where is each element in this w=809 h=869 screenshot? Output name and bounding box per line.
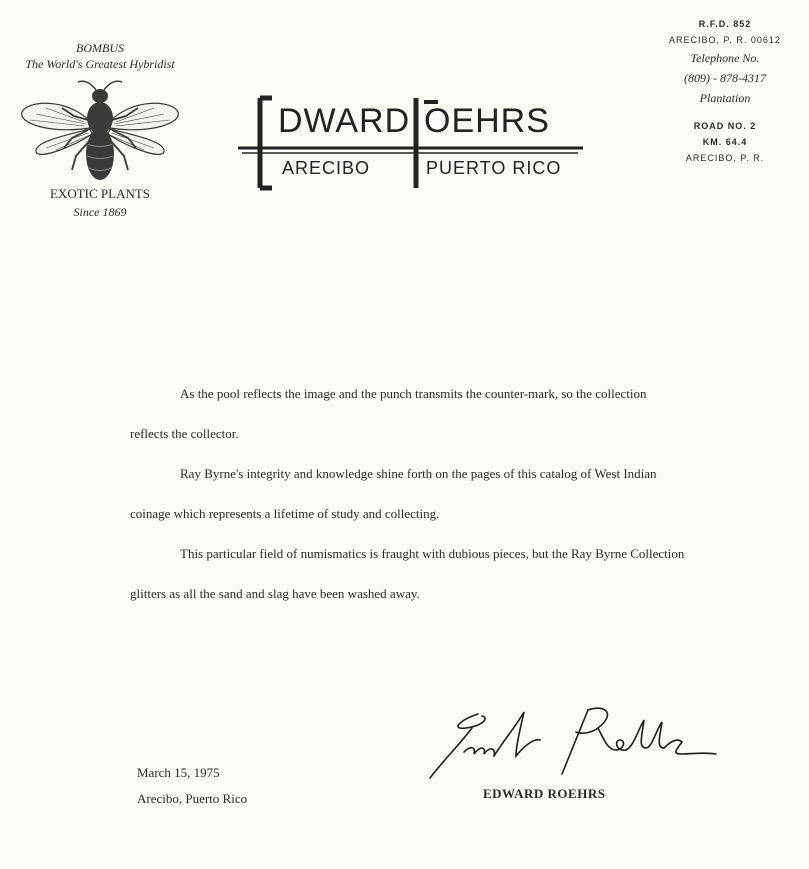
emblem-name: BOMBUS: [76, 41, 124, 55]
plantation-label: Plantation: [699, 91, 751, 105]
bee-illustration: [16, 76, 184, 186]
logo-edward: DWARD: [278, 102, 411, 140]
emblem-since: Since 1869: [73, 205, 127, 219]
road-line: ROAD NO. 2: [693, 121, 757, 131]
emblem-footer: [0, 185, 200, 221]
address-block: [640, 16, 809, 166]
km-line: KM. 64.4: [702, 137, 748, 147]
emblem-tagline: The World's Greatest Hybridist: [25, 57, 175, 71]
letter-place: Arecibo, Puerto Rico: [137, 791, 248, 806]
signature-name: EDWARD ROEHRS: [483, 786, 606, 801]
telephone-number: (809) - 878-4317: [684, 71, 766, 85]
paragraph-1: As the pool reflects the image and the punch transmits the counter-mark, so the collection reflects the collector.: [130, 386, 647, 441]
rfd-line: R.F.D. 852: [698, 19, 752, 29]
emblem-business: EXOTIC PLANTS: [49, 186, 151, 201]
company-logo: [238, 90, 583, 195]
plantation-city-line: ARECIBO, P. R.: [685, 153, 765, 163]
letter-date: March 15, 1975: [137, 765, 220, 780]
logo-country: PUERTO RICO: [426, 158, 562, 178]
logo-roehrs: OEHRS: [424, 102, 550, 140]
emblem-header: [0, 40, 200, 72]
date-place: [137, 760, 247, 812]
paragraph-2: Ray Byrne's integrity and knowledge shine forth on the pages of this catalog of West Indian coinage which represents a lifetime of study and collecting.: [130, 466, 657, 521]
handwritten-signature: [420, 700, 720, 785]
paragraph-3: This particular field of numismatics is fraught with dubious pieces, but the Ray Byrne Collection glitters as all the sand and slag have been washed away.: [130, 546, 685, 601]
letter-body: [130, 374, 685, 614]
city-zip-line: ARECIBO, P. R. 00612: [669, 35, 781, 45]
telephone-label: Telephone No.: [690, 51, 760, 65]
logo-city: ARECIBO: [282, 158, 371, 178]
